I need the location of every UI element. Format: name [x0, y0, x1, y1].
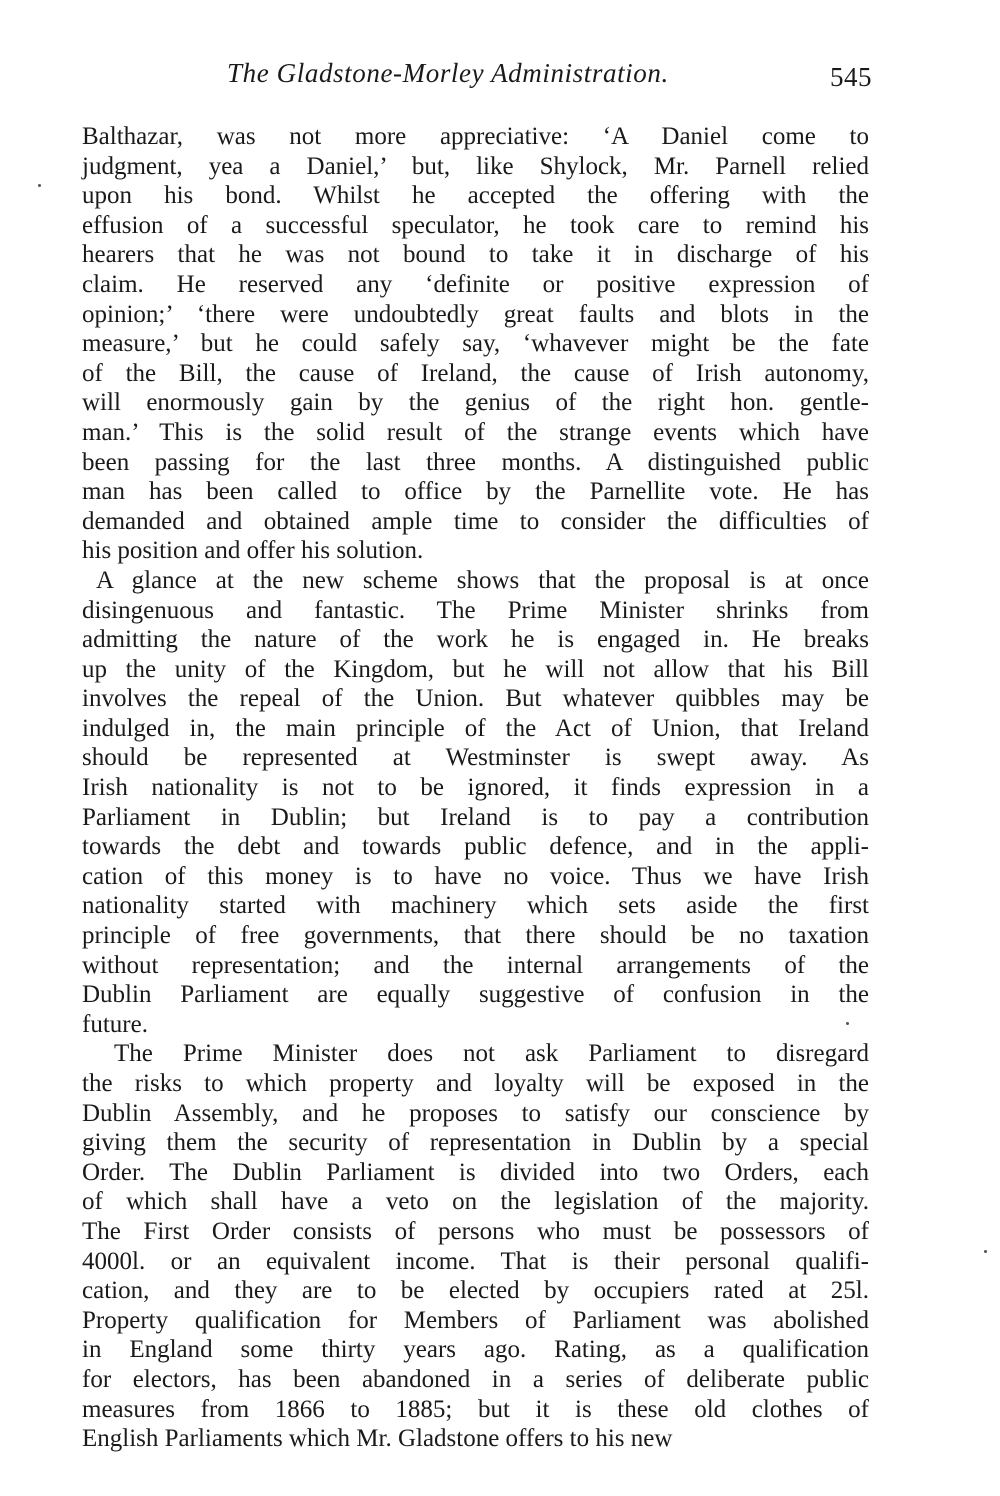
text-line: Order. The Dublin Parliament is divided into two Orders, each — [82, 1158, 869, 1186]
paper-speck — [38, 184, 41, 187]
running-title: The Gladstone-Morley Administration. — [227, 58, 669, 88]
text-line: should be represented at Westminster is swept away. As — [82, 744, 869, 772]
text-line: Dublin Assembly, and he proposes to satisfy our conscience by — [82, 1099, 869, 1127]
text-line: up the unity of the Kingdom, but he will not allow that his Bill — [82, 655, 869, 683]
body-text — [82, 122, 869, 1454]
text-line: principle of free governments, that there should be no taxation — [82, 922, 869, 950]
text-line: English Parliaments which Mr. Gladstone offers to his new — [82, 1425, 673, 1453]
text-line: Balthazar, was not more appreciative: ‘A Daniel come to — [82, 123, 869, 150]
text-line: measures from 1866 to 1885; but it is these old clothes of — [82, 1395, 869, 1423]
text-line: of the Bill, the cause of Ireland, the cause of Irish autonomy, — [82, 359, 869, 387]
paragraph-2 — [82, 566, 869, 1040]
text-line: 4000l. or an equivalent income. That is their personal qualifi- — [82, 1247, 869, 1275]
text-line: in England some thirty years ago. Rating, as a qualification — [82, 1336, 869, 1364]
text-line: A glance at the new scheme shows that the proposal is at once — [96, 566, 869, 594]
text-line: for electors, has been abandoned in a series of deliberate public — [82, 1365, 869, 1393]
text-line: opinion;’ ‘there were undoubtedly great faults and blots in the — [82, 300, 869, 328]
text-line: upon his bond. Whilst he accepted the offering with the — [82, 182, 869, 210]
text-line: indulged in, the main principle of the Act of Union, that Ireland — [82, 714, 869, 742]
text-line: man.’ This is the solid result of the strange events which have — [82, 418, 869, 446]
text-line: giving them the security of representation in Dublin by a special — [82, 1129, 869, 1157]
text-line: The Prime Minister does not ask Parliament to disregard — [114, 1040, 869, 1068]
text-line: involves the repeal of the Union. But whatever quibbles may be — [82, 685, 869, 713]
text-line: been passing for the last three months. A distinguished public — [82, 448, 869, 476]
text-line: cation, and they are to be elected by occupiers rated at 25l. — [82, 1277, 869, 1305]
text-line: without representation; and the internal arrangements of the — [82, 951, 869, 979]
text-line: disingenuous and fantastic. The Prime Minister shrinks from — [82, 596, 869, 624]
text-line: will enormously gain by the genius of the right hon. gentle- — [82, 389, 869, 417]
text-line: Irish nationality is not to be ignored, it finds expression in a — [82, 774, 869, 802]
page-number: 545 — [830, 62, 872, 92]
text-line: demanded and obtained ample time to consider the difficulties of — [82, 507, 869, 535]
text-line: measure,’ but he could safely say, ‘whavever might be the fate — [82, 330, 869, 358]
text-line: nationality started with machinery which sets aside the first — [82, 892, 869, 920]
paragraph-1 — [82, 122, 869, 566]
paragraph-3 — [82, 1039, 869, 1453]
text-line: The First Order consists of persons who must be possessors of — [82, 1217, 869, 1245]
text-line: his position and offer his solution. — [82, 537, 424, 565]
text-line: Dublin Parliament are equally suggestive of confusion in the — [82, 981, 869, 1009]
paper-speck — [984, 1250, 987, 1253]
text-line: the risks to which property and loyalty will be exposed in the — [82, 1070, 869, 1097]
text-line: admitting the nature of the work he is engaged in. He breaks — [82, 626, 869, 654]
text-line: future. — [82, 1010, 148, 1038]
text-line: judgment, yea a Daniel,’ but, like Shylock, Mr. Parnell relied — [82, 152, 869, 180]
text-line: of which shall have a veto on the legislation of the majority. — [82, 1188, 869, 1216]
text-line: towards the debt and towards public defence, and in the appli- — [82, 833, 869, 861]
text-line: claim. He reserved any ‘definite or positive expression of — [82, 270, 869, 298]
text-line: man has been called to office by the Parnellite vote. He has — [82, 478, 869, 506]
text-line: effusion of a successful speculator, he took care to remind his — [82, 211, 869, 239]
text-line: hearers that he was not bound to take it in discharge of his — [82, 241, 869, 269]
text-line: Property qualification for Members of Parliament was abolished — [82, 1306, 869, 1334]
text-line: Parliament in Dublin; but Ireland is to pay a contribution — [82, 803, 869, 831]
text-line: cation of this money is to have no voice. Thus we have Irish — [82, 862, 869, 890]
running-head — [82, 58, 872, 98]
paper-speck — [846, 1022, 849, 1025]
